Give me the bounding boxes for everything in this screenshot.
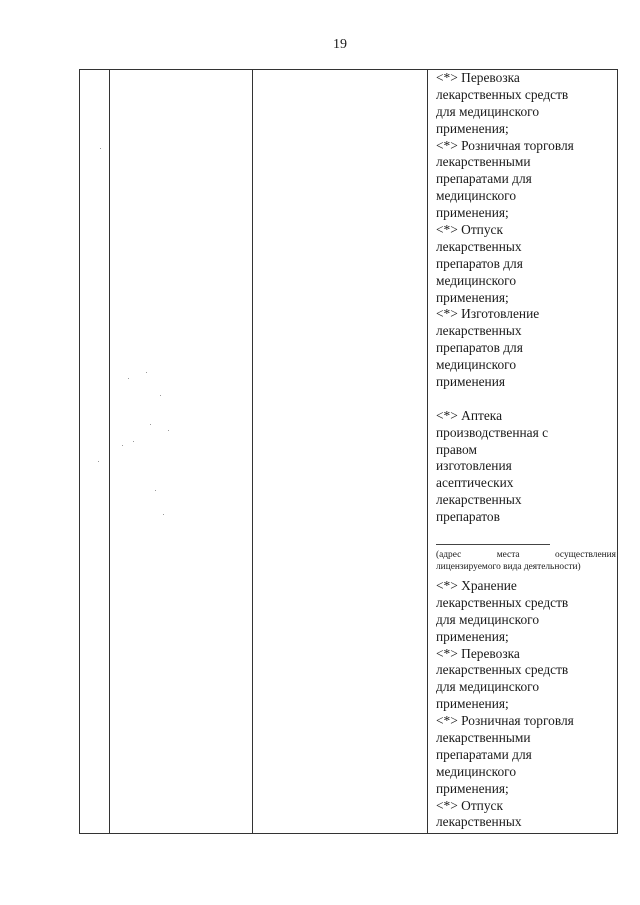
scan-speck xyxy=(146,372,147,373)
scan-speck xyxy=(133,441,134,442)
scan-speck xyxy=(160,395,161,396)
activity-line: <*> Перевозка xyxy=(436,645,520,661)
scan-speck xyxy=(122,445,123,446)
activity-line: <*> Перевозка xyxy=(436,70,520,85)
scan-speck xyxy=(163,514,164,515)
column-divider-1 xyxy=(109,69,110,834)
activity-line: <*> Отпуск xyxy=(436,797,503,813)
address-caption-word: места xyxy=(496,550,520,560)
activity-line: препаратов для xyxy=(436,340,523,356)
activity-line: препаратов для xyxy=(436,255,523,271)
activity-line: препаратами для xyxy=(436,746,532,762)
activity-line: лекарственных средств xyxy=(436,594,569,610)
activity-line: применения; xyxy=(436,205,509,221)
activity-line: медицинского xyxy=(436,357,517,373)
activity-line: медицинского xyxy=(436,188,517,204)
activity-line: <*> Отпуск xyxy=(436,222,503,238)
page-number: 19 xyxy=(333,37,347,52)
activity-line: применения; xyxy=(436,628,509,644)
address-caption-word: (адрес xyxy=(436,550,462,560)
activity-line: изготовления xyxy=(436,458,512,474)
activity-line: <*> Розничная торговля xyxy=(436,713,574,729)
address-caption xyxy=(436,549,616,573)
activity-line: препаратов xyxy=(436,509,500,525)
activity-line: правом xyxy=(436,441,477,457)
activity-line: медицинского xyxy=(436,272,517,288)
activity-line: лекарственными xyxy=(436,154,531,170)
activity-line: для медицинского xyxy=(436,611,540,627)
activity-line: лекарственных xyxy=(436,323,522,339)
activity-line: применения; xyxy=(436,120,509,136)
scan-speck xyxy=(168,430,169,431)
column-divider-2 xyxy=(252,69,253,834)
scan-speck xyxy=(100,148,101,149)
scan-speck xyxy=(128,378,129,379)
activity-line: препаратами для xyxy=(436,171,532,187)
scan-speck xyxy=(98,461,99,462)
activity-line: лекарственных xyxy=(436,492,522,508)
activity-line: для медицинского xyxy=(436,103,540,119)
activity-line: производственная с xyxy=(436,424,549,440)
scan-speck xyxy=(150,424,151,425)
activity-line: для медицинского xyxy=(436,679,540,695)
activity-line: <*> Розничная торговля xyxy=(436,137,574,153)
activity-line: применения; xyxy=(436,780,509,796)
activity-line: применения xyxy=(436,374,506,390)
activity-line: применения; xyxy=(436,289,509,305)
activity-line: лекарственных xyxy=(436,238,522,254)
activity-line: лекарственных xyxy=(436,814,522,830)
activity-line: лекарственных средств xyxy=(436,662,569,678)
activity-line: <*> Изготовление xyxy=(436,306,540,322)
address-caption-line-1 xyxy=(436,549,616,561)
activity-list-block-1 xyxy=(436,70,616,526)
address-caption-line-2: лицензируемого вида деятельности) xyxy=(436,562,581,572)
address-caption-word: осуществления xyxy=(554,550,616,560)
column-divider-3 xyxy=(427,69,428,834)
table-border-right xyxy=(617,69,618,834)
activity-line: медицинского xyxy=(436,763,517,779)
table-border-left xyxy=(79,69,80,834)
address-underline xyxy=(436,544,550,545)
activity-line: <*> Аптека xyxy=(436,407,503,423)
blank-line xyxy=(436,391,616,408)
activity-line: лекарственных средств xyxy=(436,86,569,102)
scan-speck xyxy=(155,490,156,491)
activity-list-block-2 xyxy=(436,578,616,831)
activity-line: применения; xyxy=(436,696,509,712)
activity-line: лекарственными xyxy=(436,730,531,746)
activity-line: асептических xyxy=(436,475,514,491)
activity-line: <*> Хранение xyxy=(436,578,517,593)
